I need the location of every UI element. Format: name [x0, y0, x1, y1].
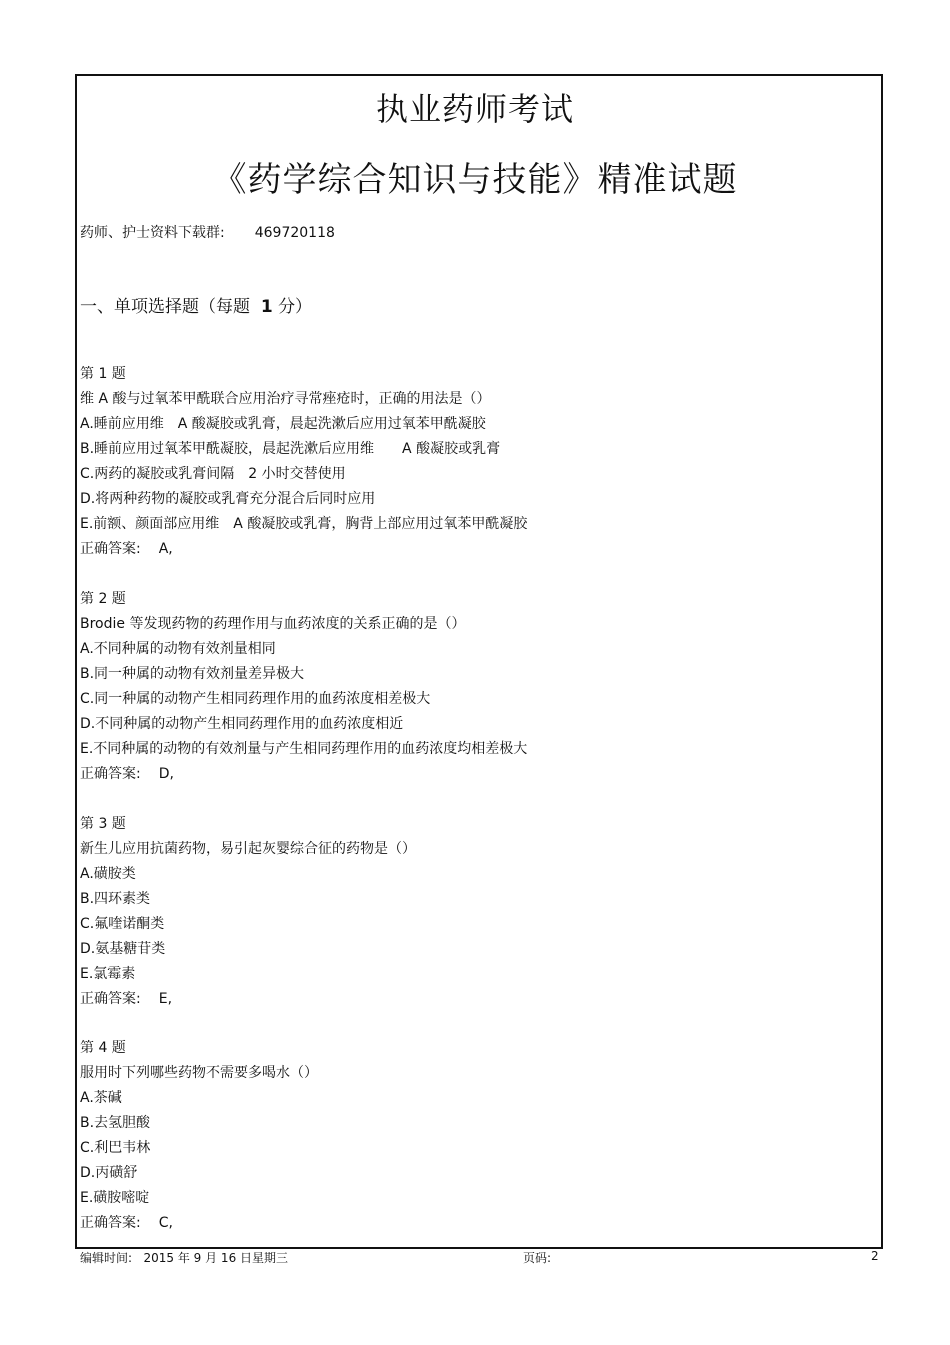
answer — [80, 762, 860, 787]
footer-edit-time — [80, 1249, 288, 1266]
option-b: B.四环素类 — [80, 891, 151, 907]
section-suffix: 分） — [278, 297, 313, 317]
option-e: E.前额、颜面部应用维 A 酸凝胶或乳膏，胸背上部应用过氧苯甲酰凝胶 — [80, 516, 528, 532]
option-d: D.丙磺舒 — [80, 1165, 138, 1181]
option-b: B.睡前应用过氧苯甲酰凝胶，晨起洗漱后应用维 A 酸凝胶或乳膏 — [80, 441, 501, 457]
question-stem: 新生儿应用抗菌药物，易引起灰婴综合征的药物是（） — [80, 841, 416, 857]
question-number: 第 1 题 — [80, 366, 126, 382]
section-heading — [80, 292, 312, 317]
group-info — [80, 222, 335, 242]
footer-page-label: 页码: — [523, 1251, 552, 1265]
section-prefix: 一、单项选择题（每题 — [80, 297, 250, 317]
option-d: D.不同种属的动物产生相同药理作用的血药浓度相近 — [80, 716, 404, 732]
question-2 — [80, 587, 860, 787]
answer — [80, 1211, 860, 1236]
answer-value: E, — [158, 991, 173, 1007]
question-stem: 服用时下列哪些药物不需要多喝水（） — [80, 1065, 318, 1081]
answer-value: C, — [158, 1215, 173, 1231]
option-b: B.去氢胆酸 — [80, 1115, 151, 1131]
section-points: 1 — [260, 297, 273, 317]
question-stem: 维 A 酸与过氧苯甲酰联合应用治疗寻常痤疮时，正确的用法是（） — [80, 391, 491, 407]
answer-value: A, — [158, 541, 173, 557]
answer-label: 正确答案: — [80, 1215, 141, 1231]
question-number: 第 3 题 — [80, 816, 126, 832]
option-a: A.茶碱 — [80, 1090, 122, 1106]
answer-label: 正确答案: — [80, 766, 141, 782]
option-c: C.两药的凝胶或乳膏间隔 2 小时交替使用 — [80, 466, 346, 482]
answer-label: 正确答案: — [80, 541, 141, 557]
question-number: 第 2 题 — [80, 591, 126, 607]
answer-label: 正确答案: — [80, 991, 141, 1007]
question-stem: Brodie 等发现药物的药理作用与血药浓度的关系正确的是（） — [80, 616, 466, 632]
option-d: D.氨基糖苷类 — [80, 941, 166, 957]
page-title: 执业药师考试 — [375, 90, 574, 128]
option-a: A.睡前应用维 A 酸凝胶或乳膏，晨起洗漱后应用过氧苯甲酰凝胶 — [80, 416, 486, 432]
option-b: B.同一种属的动物有效剂量差异极大 — [80, 666, 305, 682]
option-e: E.不同种属的动物的有效剂量与产生相同药理作用的血药浓度均相差极大 — [80, 741, 528, 757]
group-number: 469720118 — [254, 225, 335, 241]
option-d: D.将两种药物的凝胶或乳膏充分混合后同时应用 — [80, 491, 376, 507]
group-label: 药师、护士资料下载群: — [80, 225, 225, 241]
question-1 — [80, 362, 860, 562]
footer-page-number: 2 — [871, 1249, 879, 1263]
question-4 — [80, 1036, 860, 1236]
question-3 — [80, 812, 860, 1012]
page-subtitle: 《药学综合知识与技能》精准试题 — [212, 160, 738, 200]
answer-value: D, — [158, 766, 174, 782]
option-c: C.同一种属的动物产生相同药理作用的血药浓度相差极大 — [80, 691, 431, 707]
option-c: C.氟喹诺酮类 — [80, 916, 165, 932]
option-a: A.磺胺类 — [80, 866, 136, 882]
option-e: E.氯霉素 — [80, 966, 136, 982]
footer-edit-date: 2015 年 9 月 16 日星期三 — [143, 1251, 289, 1265]
option-a: A.不同种属的动物有效剂量相同 — [80, 641, 276, 657]
option-c: C.利巴韦林 — [80, 1140, 151, 1156]
answer — [80, 537, 860, 562]
option-e: E.磺胺嘧啶 — [80, 1190, 150, 1206]
footer-edit-label: 编辑时间: — [80, 1251, 133, 1265]
answer — [80, 987, 860, 1012]
question-number: 第 4 题 — [80, 1040, 126, 1056]
